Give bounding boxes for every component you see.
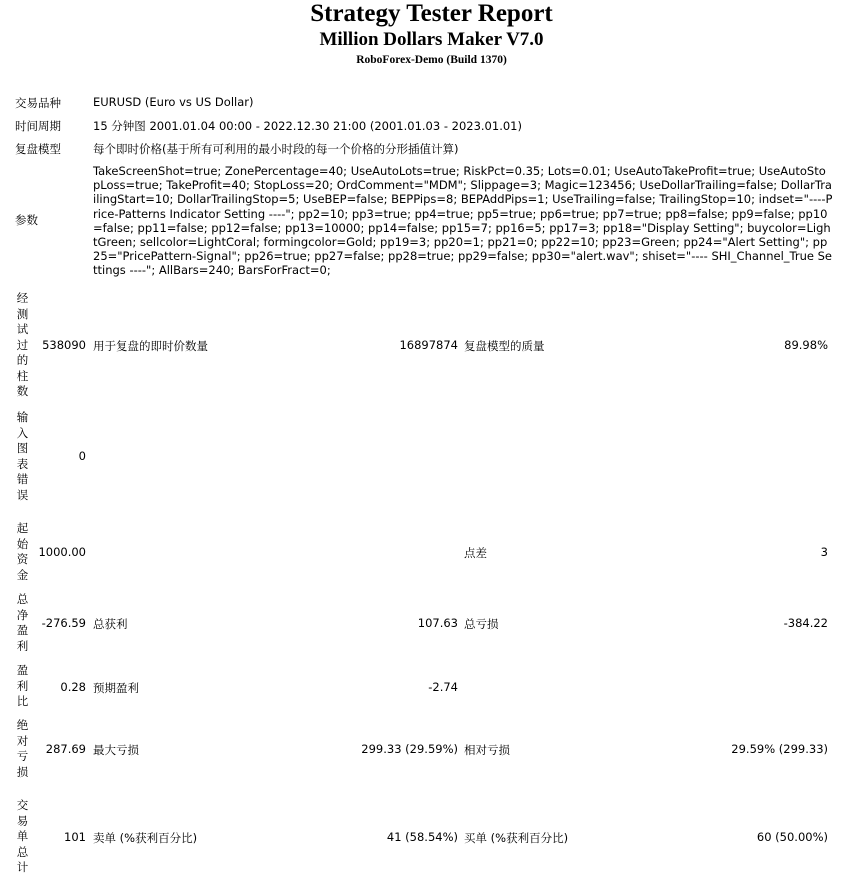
symbol-value: EURUSD (Euro vs US Dollar) xyxy=(93,95,254,109)
trades-label: 交易单总计 xyxy=(16,798,29,874)
errors-value: 0 xyxy=(78,449,86,463)
model-label: 复盘模型 xyxy=(15,142,61,156)
gross-profit-value: 107.63 xyxy=(417,616,458,630)
spread-label: 点差 xyxy=(464,546,487,560)
symbol-label: 交易品种 xyxy=(15,96,61,110)
max-dd-label: 最大亏损 xyxy=(93,743,139,757)
report-title: Strategy Tester Report xyxy=(310,0,553,27)
gross-profit-label: 总获利 xyxy=(93,617,128,631)
short-label: 卖单 (%获利百分比) xyxy=(93,831,198,845)
expected-value: -2.74 xyxy=(428,680,458,694)
long-value: 60 (50.00%) xyxy=(756,830,828,844)
rel-dd-label: 相对亏损 xyxy=(464,743,510,757)
errors-label: 输入图表错误 xyxy=(16,410,29,502)
net-label: 总净盈利 xyxy=(16,592,29,653)
gross-loss-value: -384.22 xyxy=(783,616,828,630)
pf-value: 0.28 xyxy=(60,680,86,694)
expected-label: 预期盈利 xyxy=(93,681,139,695)
ea-name: Million Dollars Maker V7.0 xyxy=(319,29,544,50)
period-label: 时间周期 xyxy=(15,119,61,133)
bars-label: 经测试过的柱数 xyxy=(16,291,29,398)
server-build: RoboForex-Demo (Build 1370) xyxy=(356,54,507,66)
deposit-value: 1000.00 xyxy=(38,545,86,559)
ticks-value: 16897874 xyxy=(399,338,458,352)
quality-label: 复盘模型的质量 xyxy=(464,339,545,353)
abs-dd-value: 287.69 xyxy=(45,742,86,756)
quality-value: 89.98% xyxy=(784,338,828,352)
long-label: 买单 (%获利百分比) xyxy=(464,831,569,845)
gross-loss-label: 总亏损 xyxy=(464,617,499,631)
rel-dd-value: 29.59% (299.33) xyxy=(731,742,828,756)
ticks-label: 用于复盘的即时价数量 xyxy=(93,339,208,353)
deposit-label: 起始资金 xyxy=(16,521,29,582)
model-value: 每个即时价格(基于所有可利用的最小时段的每一个价格的分形插值计算) xyxy=(93,142,459,156)
short-value: 41 (58.54%) xyxy=(386,830,458,844)
abs-dd-label: 绝对亏损 xyxy=(16,718,29,779)
trades-value: 101 xyxy=(64,830,86,844)
pf-label: 盈利比 xyxy=(16,663,29,708)
params-label: 参数 xyxy=(15,213,38,227)
net-value: -276.59 xyxy=(41,616,86,630)
bars-value: 538090 xyxy=(42,338,86,352)
params-value: TakeScreenShot=true; ZonePercentage=40; UseAutoLots=true; RiskPct=0.35; Lots=0.01; UseAutoTakeProfit=true; UseAutoStopLoss=true; TakeProfit=40; StopLoss=20; OrdComment="MDM"; Slippage=3; Magic=123456; UseDollarTrailing=false; DollarTrailingStart=10; DollarTrailingStop=5; UseBEP=false; BEPPips=8; BEPAddPips=1; UseTrailing=false; TrailingStop=10; indset="----Price-Patterns Indicator Setting ----"; pp2=10; pp3=true; pp4=true; pp5=true; pp6=true; pp7=true; pp8=false; pp9=false; pp10=false; pp11=false; pp12=false; pp13=10000; pp14=false; pp15=7; pp16=5; pp17=3; pp18="Display Setting"; buycolor=LightGreen; sellcolor=LightCoral; formingcolor=Gold; pp19=3; pp20=1; pp21=0; pp22=10; pp23=Green; pp24="Alert Setting"; pp25="PricePattern-Signal"; pp26=true; pp27=false; pp28=true; pp29=false; pp30="alert.wav"; shiset="---- SHI_Channel_True Settings ----"; AllBars=240; BarsForFract=0; xyxy=(93,164,833,278)
period-value: 15 分钟图 2001.01.04 00:00 - 2022.12.30 21:00 (2001.01.03 - 2023.01.01) xyxy=(93,119,522,133)
spread-value: 3 xyxy=(820,545,828,559)
max-dd-value: 299.33 (29.59%) xyxy=(361,742,458,756)
